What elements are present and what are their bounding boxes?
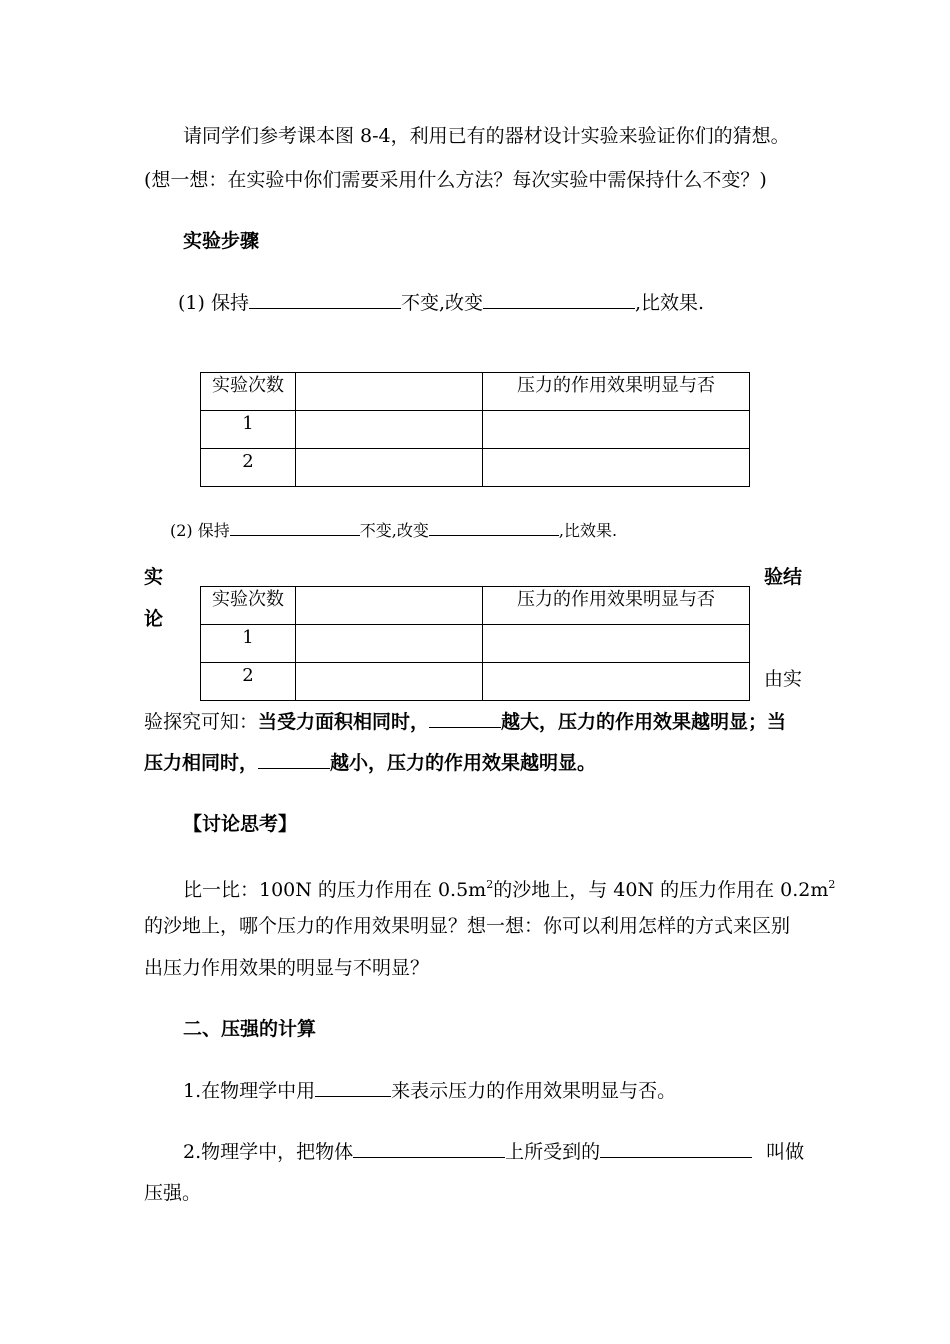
superscript: 2: [828, 878, 836, 891]
conclusion-bold-c: 压力相同时，: [144, 752, 259, 774]
table-row: [201, 625, 750, 663]
conclusion-label-yanjie: 验结: [764, 566, 803, 588]
section-2-heading: 二、压强的计算: [183, 1018, 317, 1040]
conclusion-label-lun: 论: [144, 608, 164, 630]
table-cell: 实验次数: [201, 587, 296, 625]
question-2-text-c: 叫做: [766, 1141, 805, 1163]
step-2-suffix: ,比效果.: [558, 521, 618, 540]
table-cell[interactable]: [483, 663, 750, 701]
question-2-blank-b[interactable]: [600, 1139, 752, 1158]
step-2-blank-a[interactable]: [230, 520, 360, 536]
step-1-suffix: ,比效果.: [635, 292, 705, 314]
table-cell[interactable]: [483, 625, 750, 663]
table-row: [201, 373, 750, 411]
discussion-line-2: 的沙地上，哪个压力的作用效果明显？想一想：你可以利用怎样的方式来区别: [144, 915, 791, 937]
intro-line-2: (想一想：在实验中你们需要采用什么方法？每次实验中需保持什么不变？): [144, 169, 767, 191]
experiment-table-2: [200, 586, 750, 701]
conclusion-label-youshi: 由实: [764, 668, 803, 690]
table-cell[interactable]: [296, 373, 483, 411]
table-cell: 2: [201, 449, 296, 487]
table-cell: 压力的作用效果明显与否: [483, 373, 750, 411]
experiment-table-1: [200, 372, 750, 487]
step-2: [170, 520, 617, 541]
conclusion-line-2: [144, 750, 596, 775]
conclusion-blank-2[interactable]: [258, 750, 330, 769]
conclusion-plain: 验探究可知：: [144, 711, 259, 733]
table-cell: 1: [201, 411, 296, 449]
conclusion-bold-d: 越小，压力的作用效果越明显。: [330, 752, 597, 774]
step-1-middle: 不变,改变: [400, 292, 484, 314]
table-cell[interactable]: [296, 663, 483, 701]
table-cell: 实验次数: [201, 373, 296, 411]
question-1-text-b: 来表示压力的作用效果明显与否。: [391, 1080, 677, 1102]
table-cell[interactable]: [483, 411, 750, 449]
conclusion-label-shi: 实: [144, 566, 164, 588]
discussion-line-3: 出压力作用效果的明显与不明显？: [144, 957, 430, 979]
discussion-heading: 【讨论思考】: [183, 813, 298, 835]
conclusion-bold-a: 当受力面积相同时，: [258, 711, 430, 733]
question-2-line-2: 压强。: [144, 1182, 202, 1204]
superscript: 2: [486, 878, 494, 891]
question-2-blank-a[interactable]: [353, 1139, 505, 1158]
step-1-blank-b[interactable]: [483, 290, 635, 309]
table-row: [201, 411, 750, 449]
question-1-blank[interactable]: [315, 1078, 391, 1097]
question-2: [183, 1139, 804, 1164]
step-2-blank-b[interactable]: [429, 520, 559, 536]
step-1-prefix: (1) 保持: [178, 292, 249, 314]
conclusion-blank-1[interactable]: [429, 709, 501, 728]
table-cell: 压力的作用效果明显与否: [483, 587, 750, 625]
table-cell[interactable]: [296, 587, 483, 625]
discussion-line-1: [183, 873, 835, 902]
question-2-text-b: 上所受到的: [505, 1141, 601, 1163]
question-2-text-a: 2.物理学中，把物体: [183, 1141, 354, 1163]
table-row: [201, 587, 750, 625]
table-row: [201, 663, 750, 701]
table-cell: 2: [201, 663, 296, 701]
table-cell: 1: [201, 625, 296, 663]
step-2-prefix: (2) 保持: [170, 521, 230, 540]
question-1-text-a: 1.在物理学中用: [183, 1080, 316, 1102]
table-cell[interactable]: [483, 449, 750, 487]
step-1-blank-a[interactable]: [249, 290, 401, 309]
step-2-middle: 不变,改变: [359, 521, 429, 540]
table-row: [201, 449, 750, 487]
discussion-text-a: 比一比：100N 的压力作用在 0.5m: [183, 879, 487, 901]
conclusion-bold-b: 越大，压力的作用效果越明显；当: [501, 711, 787, 733]
question-1: [183, 1078, 676, 1103]
intro-line-1: 请同学们参考课本图 8-4，利用已有的器材设计实验来验证你们的猜想。: [183, 125, 790, 147]
table-cell[interactable]: [296, 625, 483, 663]
steps-heading: 实验步骤: [183, 230, 260, 252]
conclusion-line-1: [144, 709, 786, 734]
step-1: [178, 290, 704, 315]
table-cell[interactable]: [296, 449, 483, 487]
table-cell[interactable]: [296, 411, 483, 449]
discussion-text-b: 的沙地上，与 40N 的压力作用在 0.2m: [493, 879, 829, 901]
